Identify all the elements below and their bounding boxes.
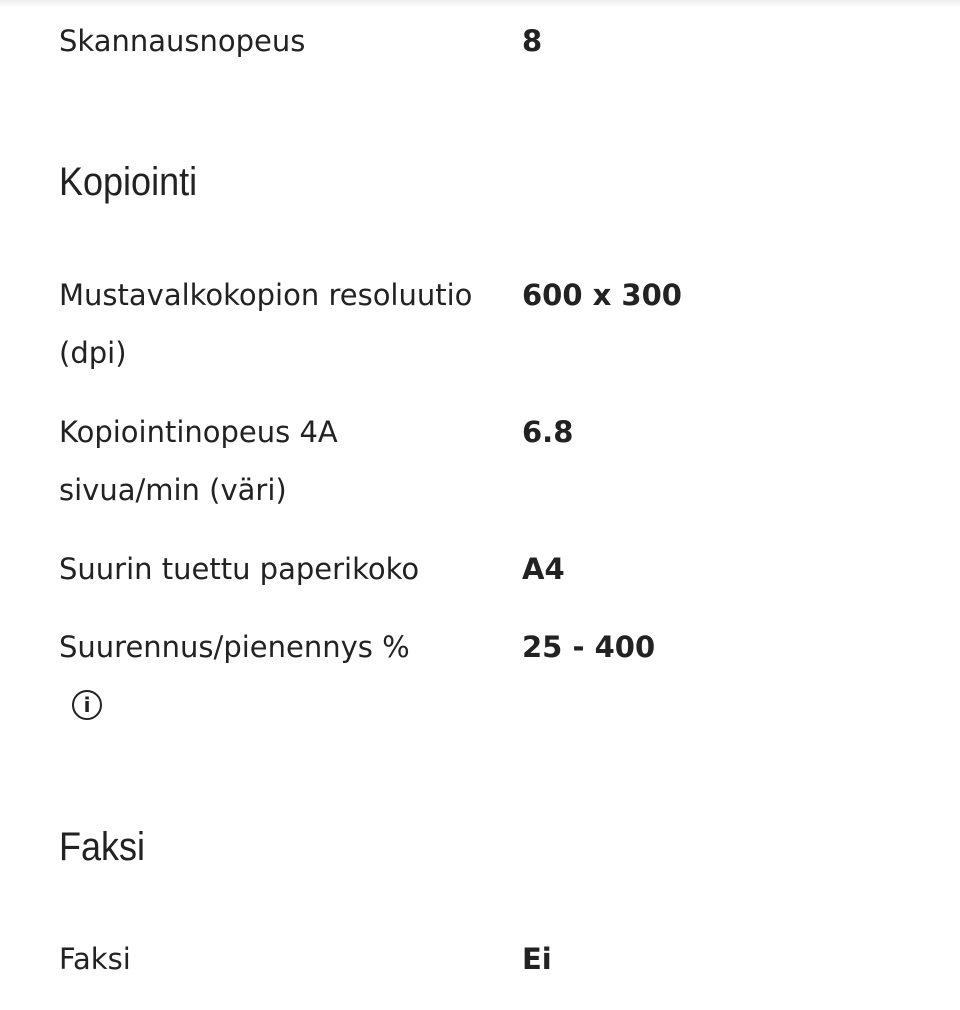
spec-label: Mustavalkokopion resoluutio (dpi) <box>59 278 473 370</box>
spec-label: Suurennus/pienennys % <box>59 630 410 664</box>
spec-value: 8 <box>522 24 543 58</box>
section-title-copy: Kopiointi <box>59 160 198 204</box>
spec-value: 6.8 <box>522 415 574 449</box>
spec-label: Suurin tuettu paperikoko <box>59 552 420 586</box>
section-title-fax: Faksi <box>59 825 146 869</box>
info-icon[interactable]: i <box>72 690 102 720</box>
spec-label: Kopiointinopeus 4A sivua/min (väri) <box>59 415 338 507</box>
top-shadow <box>0 0 960 8</box>
spec-value: 25 - 400 <box>522 630 656 664</box>
spec-value: A4 <box>522 552 565 586</box>
spec-value: 600 x 300 <box>522 278 682 312</box>
spec-value: Ei <box>522 942 552 976</box>
spec-label: Faksi <box>59 942 131 976</box>
spec-label: Skannausnopeus <box>59 24 306 58</box>
